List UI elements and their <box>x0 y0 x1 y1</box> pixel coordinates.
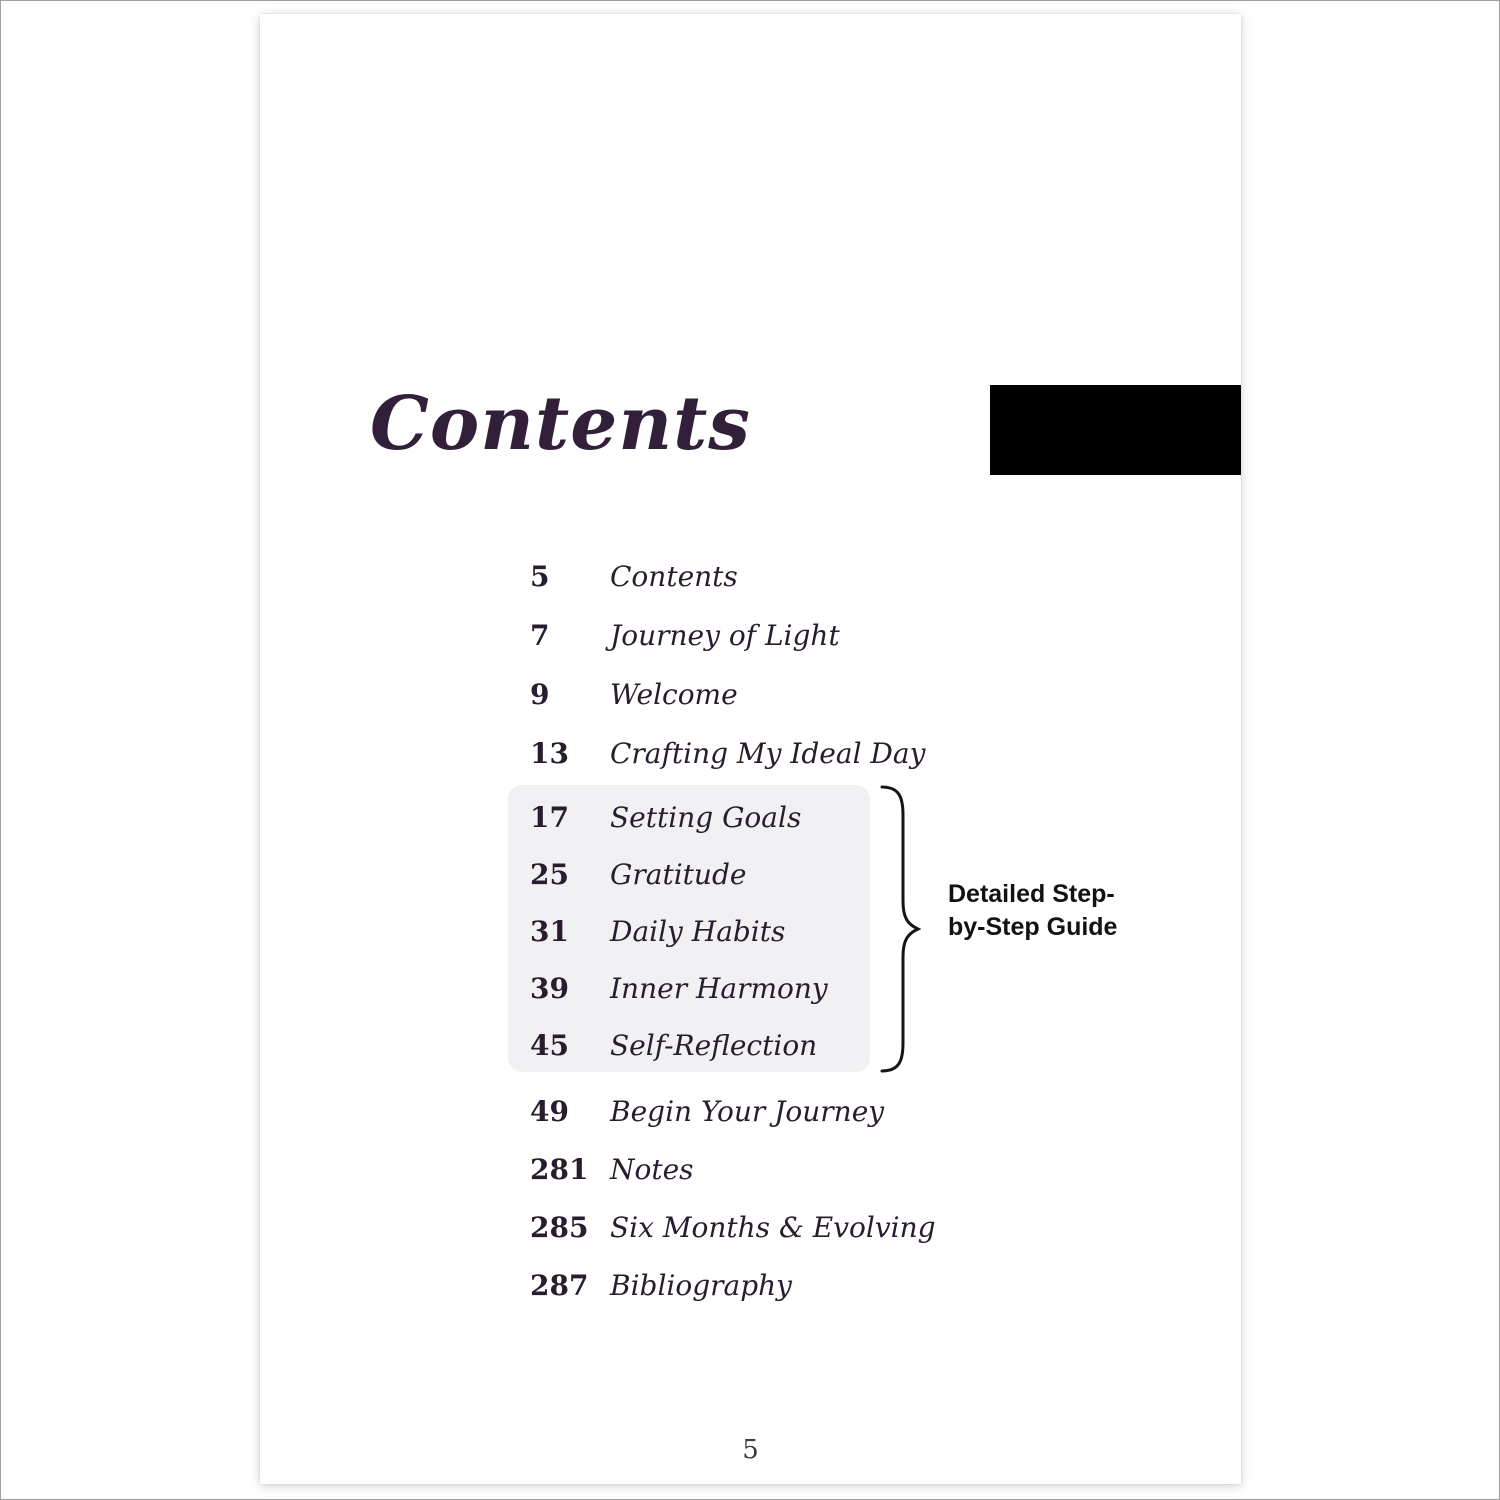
toc-entry-title: Welcome <box>610 678 738 711</box>
toc-row <box>530 858 828 915</box>
toc-list-top <box>530 560 925 796</box>
toc-page-number: 31 <box>530 915 569 948</box>
toc-list-bottom <box>530 1095 936 1327</box>
toc-page-number: 39 <box>530 972 569 1005</box>
toc-entry-title: Setting Goals <box>610 801 802 834</box>
toc-page-number: 45 <box>530 1029 569 1062</box>
toc-row <box>530 619 925 678</box>
toc-entry-title: Bibliography <box>610 1269 792 1302</box>
toc-page-number: 5 <box>530 560 550 593</box>
toc-row <box>530 1269 936 1327</box>
toc-entry-title: Daily Habits <box>610 915 786 948</box>
toc-row <box>530 801 828 858</box>
toc-page-number: 13 <box>530 737 569 770</box>
toc-entry-title: Self-Reflection <box>610 1029 818 1062</box>
toc-entry-title: Journey of Light <box>610 619 840 652</box>
toc-entry-title: Inner Harmony <box>610 972 828 1005</box>
toc-entry-title: Notes <box>610 1153 694 1186</box>
right-curly-brace-icon <box>879 784 921 1074</box>
toc-entry-title: Contents <box>610 560 738 593</box>
toc-entry-title: Begin Your Journey <box>610 1095 885 1128</box>
toc-page-number: 17 <box>530 801 569 834</box>
toc-row <box>530 1095 936 1153</box>
toc-page-number: 7 <box>530 619 550 652</box>
toc-row <box>530 915 828 972</box>
toc-page-number: 285 <box>530 1211 589 1244</box>
folio-page-number: 5 <box>742 1435 759 1465</box>
toc-row <box>530 972 828 1029</box>
toc-page-number: 49 <box>530 1095 569 1128</box>
toc-row <box>530 1153 936 1211</box>
redaction-bar <box>990 385 1241 475</box>
page-title: Contents <box>370 381 751 467</box>
toc-entry-title: Crafting My Ideal Day <box>610 737 926 770</box>
toc-page-number: 25 <box>530 858 569 891</box>
toc-page-number: 281 <box>530 1153 589 1186</box>
toc-entry-title: Six Months & Evolving <box>610 1211 936 1244</box>
toc-row <box>530 560 925 619</box>
toc-page-number: 9 <box>530 678 550 711</box>
annotation-label: Detailed Step-by-Step Guide <box>948 880 1118 941</box>
toc-page-number: 287 <box>530 1269 589 1302</box>
toc-row <box>530 678 925 737</box>
toc-entry-title: Gratitude <box>610 858 747 891</box>
toc-row <box>530 1211 936 1269</box>
toc-list-grouped <box>530 801 828 1086</box>
book-page <box>260 14 1241 1484</box>
toc-row <box>530 1029 828 1086</box>
